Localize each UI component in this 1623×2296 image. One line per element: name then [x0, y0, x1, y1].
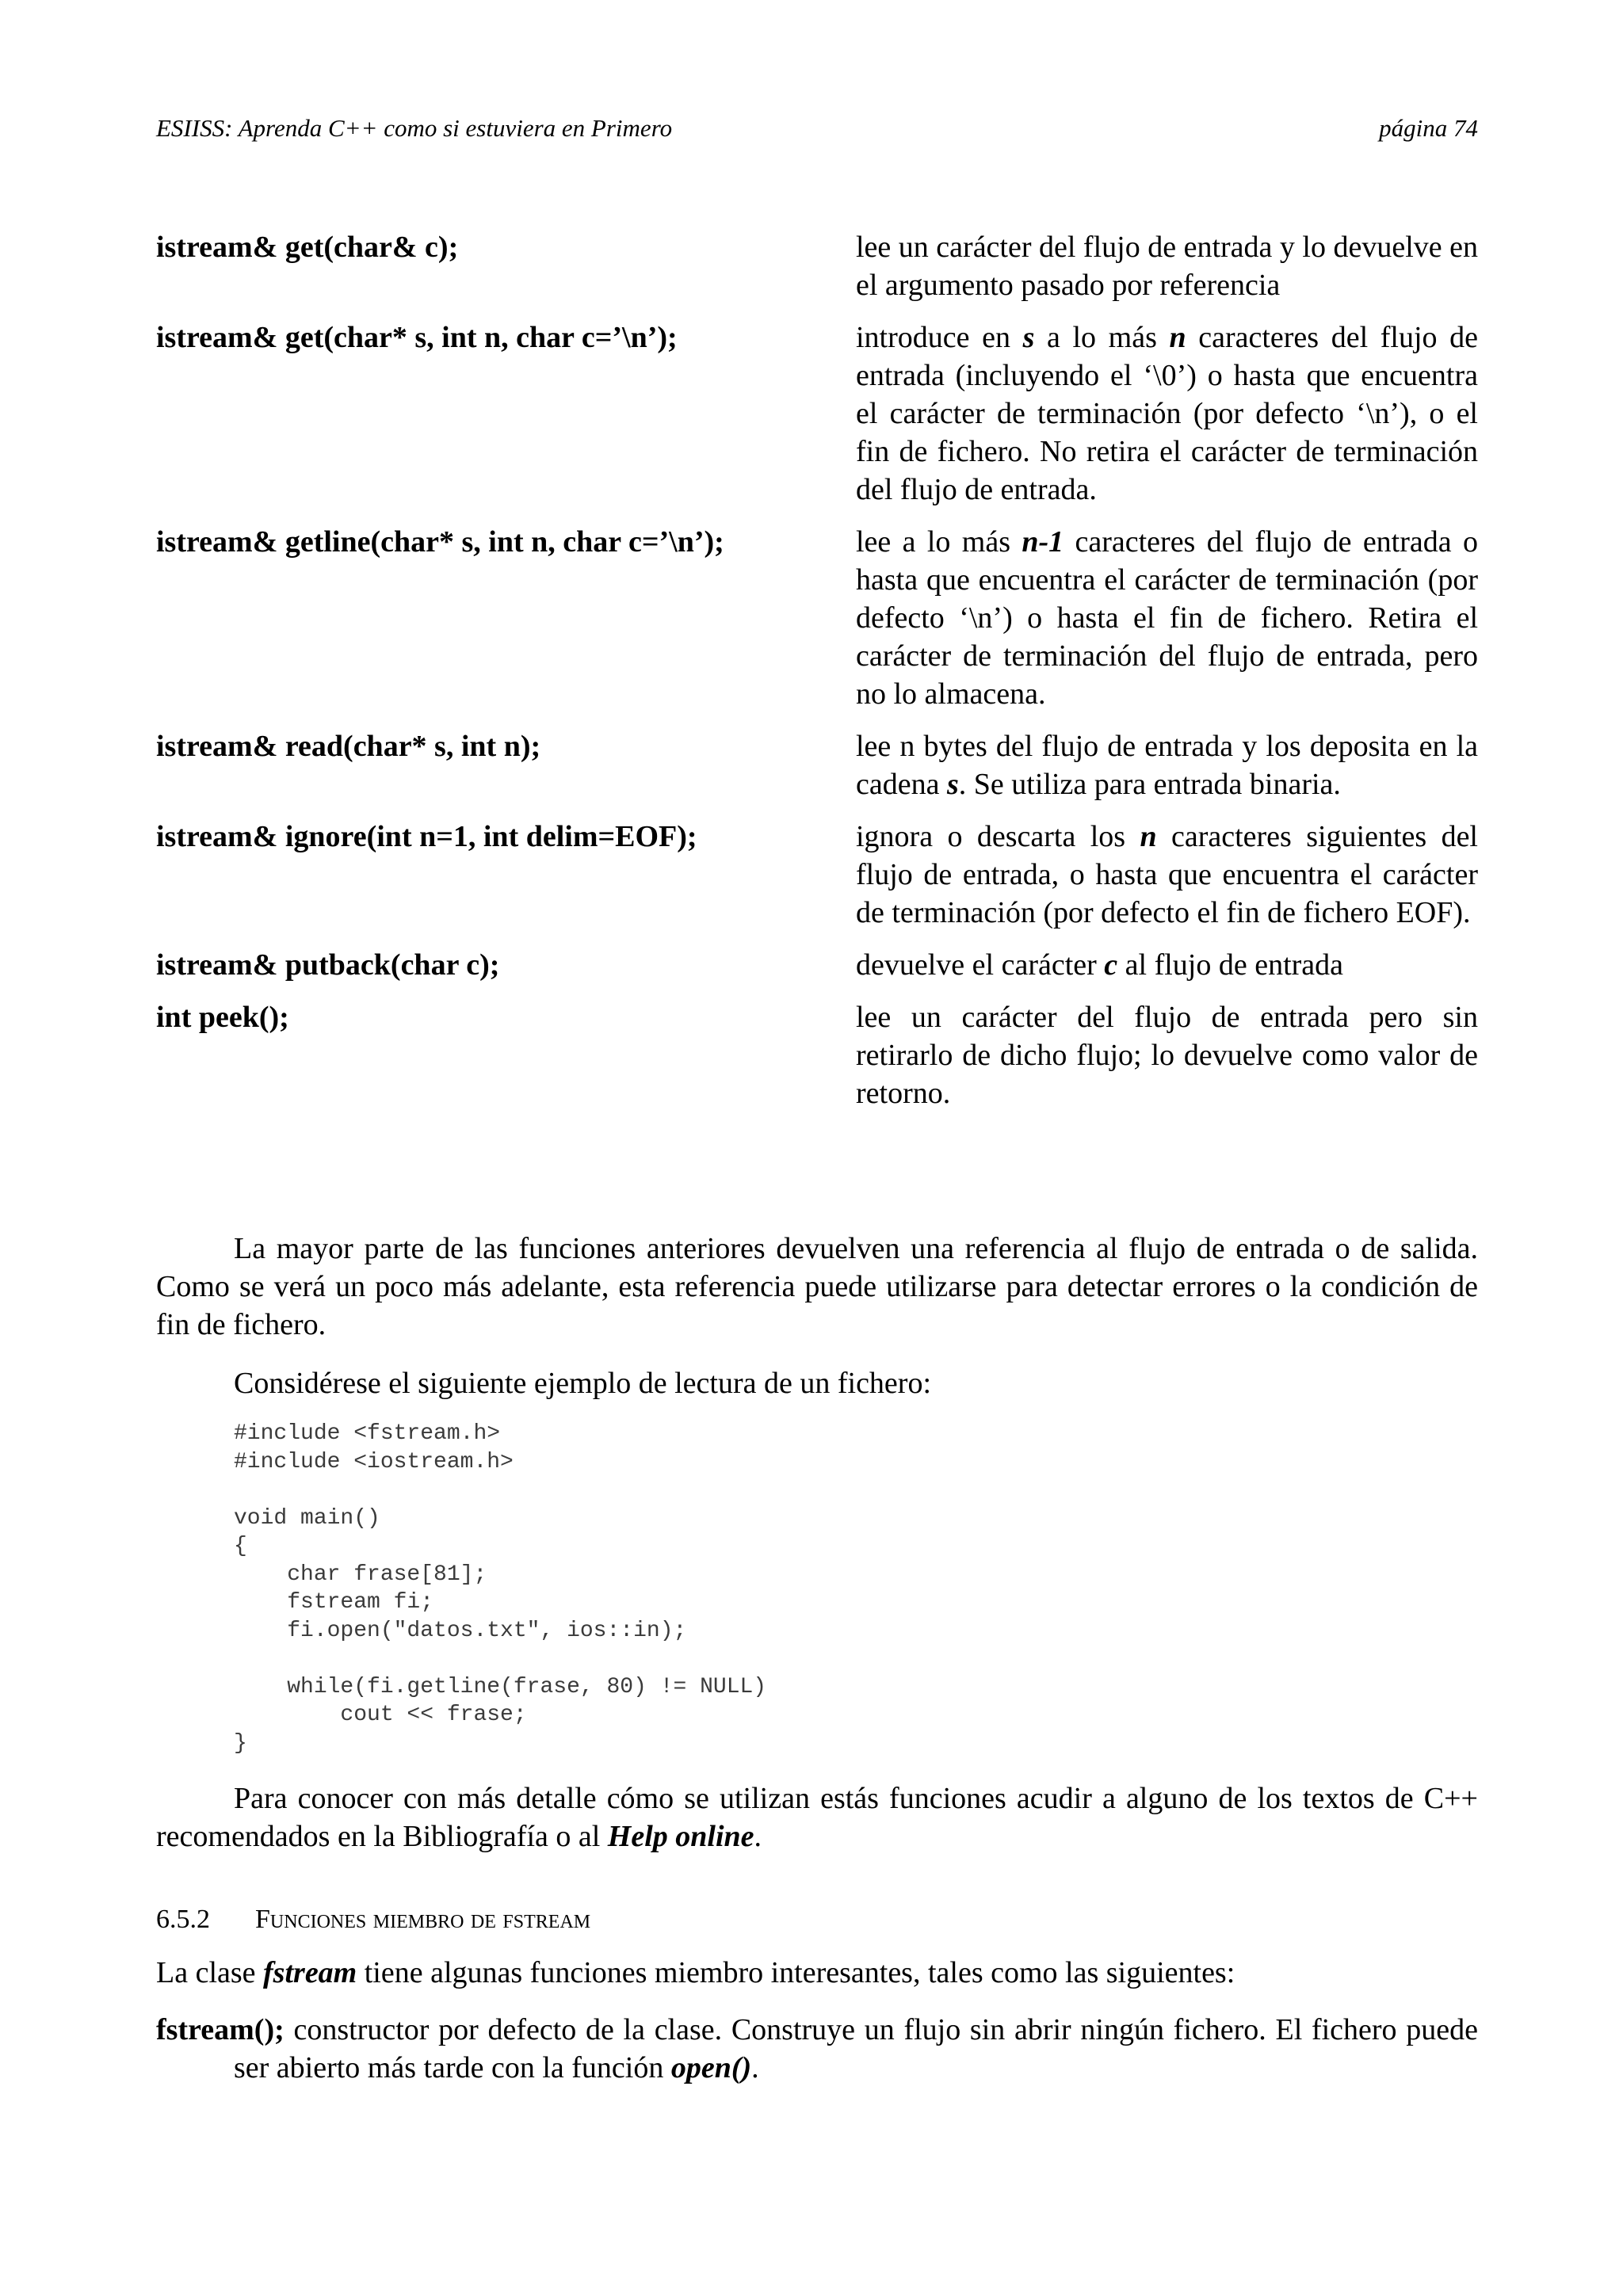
header-title: ESIISS: Aprenda C++ como si estuviera en Primero — [156, 114, 673, 142]
fstream-emphasis: fstream — [263, 1956, 357, 1989]
paragraph-more-detail — [156, 1779, 1478, 1855]
function-description — [856, 727, 1478, 803]
section-heading — [156, 1905, 590, 1935]
page-header — [156, 114, 1478, 149]
section-number: 6.5.2 — [156, 1905, 210, 1934]
description-text: lee un carácter del flujo de entrada pero sin retirarlo de dicho flujo; lo devuelve como valor de retorno. — [856, 1001, 1478, 1110]
section-title: Funciones miembro de fstream — [255, 1905, 591, 1934]
function-description — [856, 228, 1478, 304]
emphasis-term: n-1 — [1022, 525, 1064, 559]
paragraph-fstream-class — [156, 1954, 1478, 1992]
open-function-emphasis: open() — [670, 2051, 752, 2084]
paragraph-more-detail-end: . — [754, 1820, 762, 1853]
description-text: . Se utiliza para entrada binaria. — [958, 768, 1341, 801]
function-signature: istream& get(char& c); — [156, 231, 459, 264]
emphasis-term: n — [1169, 321, 1186, 354]
emphasis-term: n — [1140, 820, 1157, 853]
function-signature: istream& ignore(int n=1, int delim=EOF); — [156, 820, 697, 853]
emphasis-term: s — [946, 768, 959, 801]
description-text: lee a lo más — [856, 525, 1022, 559]
page-number: página 74 — [1379, 114, 1478, 142]
description-text: lee un carácter del flujo de entrada y lo devuelve en el argumento pasado por referencia — [856, 231, 1478, 302]
emphasis-term: s — [1022, 321, 1035, 354]
function-row — [156, 523, 1478, 713]
function-row — [156, 998, 1478, 1112]
function-description — [856, 998, 1478, 1112]
description-text: lee n bytes del flujo de entrada y los deposita en la cadena — [856, 730, 1478, 801]
paragraph-more-detail-text: Para conocer con más detalle cómo se utilizan estás funciones acudir a alguno de los textos de C++ recomendados en la Bibliografía o al — [156, 1782, 1478, 1853]
function-row — [156, 946, 1478, 984]
constructor-description: constructor por defecto de la clase. Construye un flujo sin abrir ningún fichero. El fichero puede ser abierto más tarde con la función — [234, 2013, 1478, 2084]
function-description — [856, 523, 1478, 713]
function-row — [156, 727, 1478, 803]
constructor-term: fstream(); — [156, 2013, 285, 2046]
function-signature: istream& get(char* s, int n, char c=’\n’); — [156, 321, 678, 354]
code-example: #include <fstream.h> #include <iostream.h> void main() { char frase[81]; fstream fi; fi.open("datos.txt", ios::in); while(fi.getline(frase, 80) != NULL) cout << frase; } — [234, 1421, 767, 1756]
function-signature: int peek(); — [156, 1001, 289, 1034]
function-description — [856, 318, 1478, 509]
description-text: devuelve el carácter — [856, 948, 1105, 982]
description-text: ignora o descarta los — [856, 820, 1140, 853]
function-row — [156, 228, 1478, 304]
function-row — [156, 818, 1478, 932]
function-row — [156, 318, 1478, 509]
description-text: caracteres del flujo de entrada (incluyendo el ‘\0’) o hasta que encuentra el carácter de terminación (por defecto ‘\n’), o el fin de fichero. No retira el carácter de terminación del flujo de entrada. — [856, 321, 1478, 506]
description-text: al flujo de entrada — [1117, 948, 1344, 982]
function-table — [156, 228, 1478, 1127]
paragraph-constructor — [156, 2011, 1478, 2087]
function-signature: istream& putback(char c); — [156, 948, 500, 982]
description-text: caracteres del flujo de entrada o hasta que encuentra el carácter de terminación (por defecto ‘\n’) o hasta el fin de fichero. Retira el carácter de terminación del flujo de entrada, pero no lo almacena. — [856, 525, 1478, 711]
description-text: introduce en — [856, 321, 1023, 354]
description-text: caracteres siguientes del flujo de entrada, o hasta que encuentra el carácter de terminación (por defecto el fin de fichero EOF). — [856, 820, 1478, 929]
help-online-emphasis: Help online — [607, 1820, 754, 1853]
emphasis-term: c — [1104, 948, 1118, 982]
function-signature: istream& getline(char* s, int n, char c=’\n’); — [156, 525, 724, 559]
function-description — [856, 946, 1478, 984]
paragraph-fstream-class-end: tiene algunas funciones miembro interesantes, tales como las siguientes: — [357, 1956, 1235, 1989]
constructor-description-end: . — [751, 2051, 759, 2084]
paragraph-example-intro: Considérese el siguiente ejemplo de lectura de un fichero: — [234, 1367, 932, 1400]
function-description — [856, 818, 1478, 932]
description-text: a lo más — [1034, 321, 1170, 354]
paragraph-return-values: La mayor parte de las funciones anteriores devuelven una referencia al flujo de entrada o de salida. Como se verá un poco más adelante, esta referencia puede utilizarse para detectar errores o la condición de fin de fichero. — [156, 1232, 1478, 1341]
paragraph-fstream-class-text: La clase — [156, 1956, 264, 1989]
function-signature: istream& read(char* s, int n); — [156, 730, 541, 763]
